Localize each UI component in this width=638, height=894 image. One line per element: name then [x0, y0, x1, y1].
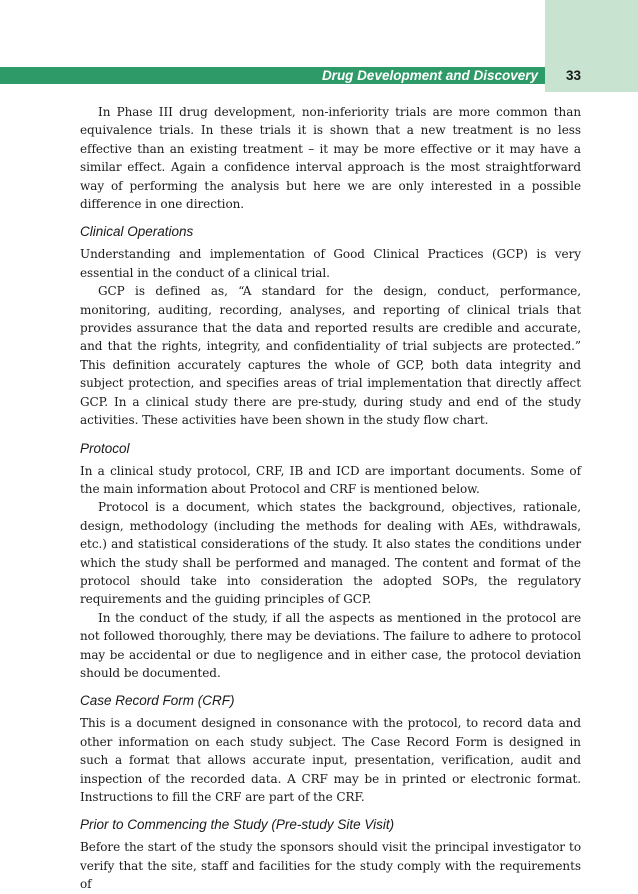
- paragraph: Protocol is a document, which states the background, objectives, rationale, design, methodology (including the methods for dealing with AEs, withdrawals, etc.) and statistical considerations of the study. It also states the conditions under which the study shall be performed and managed. The content and format of the protocol should take into consideration the adopted SOPs, the regulatory requirements and the guiding principles of GCP.: [80, 500, 581, 607]
- paragraph: In a clinical study protocol, CRF, IB and ICD are important documents. Some of the main information about Protocol and CRF is mentioned below.: [80, 463, 581, 496]
- paragraph: In the conduct of the study, if all the aspects as mentioned in the protocol are not followed thoroughly, there may be deviations. The failure to adhere to protocol may be accidental or due to negligence and in either case, the protocol deviation should be documented.: [80, 610, 581, 680]
- section-heading-clinical-operations: Clinical Operations: [80, 224, 194, 240]
- section-heading-case-record-form: Case Record Form (CRF): [80, 693, 235, 709]
- paragraph: This is a document designed in consonance with the protocol, to record data and other information on each study subject. The Case Record Form is designed in such a format that allows accurate input, presentation, verification, audit and inspection of the recorded data. A CRF may be in printed or electronic format. Instructions to fill the CRF are part of the CRF.: [80, 716, 581, 804]
- paragraph: GCP is defined as, “A standard for the design, conduct, performance, monitoring, auditing, recording, analyses, and reporting of clinical trials that provides assurance that the data and reported results are credible and accurate, and that the rights, integrity, and confidentiality of trial subjects are protected.” This definition accurately captures the whole of GCP, both data integrity and subject protection, and specifies areas of trial implementation that directly affect GCP. In a clinical study there are pre-study, during study and end of the study activities. These activities have been shown in the study flow chart.: [80, 284, 581, 428]
- section-heading-protocol: Protocol: [80, 440, 130, 456]
- corner-tab: [545, 0, 638, 92]
- section-heading-pre-study-site-visit: Prior to Commencing the Study (Pre-study Site Visit): [80, 817, 395, 833]
- running-title: Drug Development and Discovery: [321, 68, 538, 83]
- paragraph: Understanding and implementation of Good Clinical Practices (GCP) is very essential in the conduct of a clinical trial.: [80, 247, 581, 280]
- page-number: 33: [566, 68, 582, 83]
- paragraph: In Phase III drug development, non-inferiority trials are more common than equivalence trials. In these trials it is shown that a new treatment is no less effective than an existing treatment – it may be more effective or it may have a similar effect. Again a confidence interval approach is the most straightforward way of performing the analysis but here we are only interested in a possible difference in one direction.: [80, 105, 581, 212]
- page-body: [80, 103, 581, 894]
- paragraph: Before the start of the study the sponsors should visit the principal investigator to verify that the site, staff and facilities for the study comply with the requirements of: [80, 840, 581, 892]
